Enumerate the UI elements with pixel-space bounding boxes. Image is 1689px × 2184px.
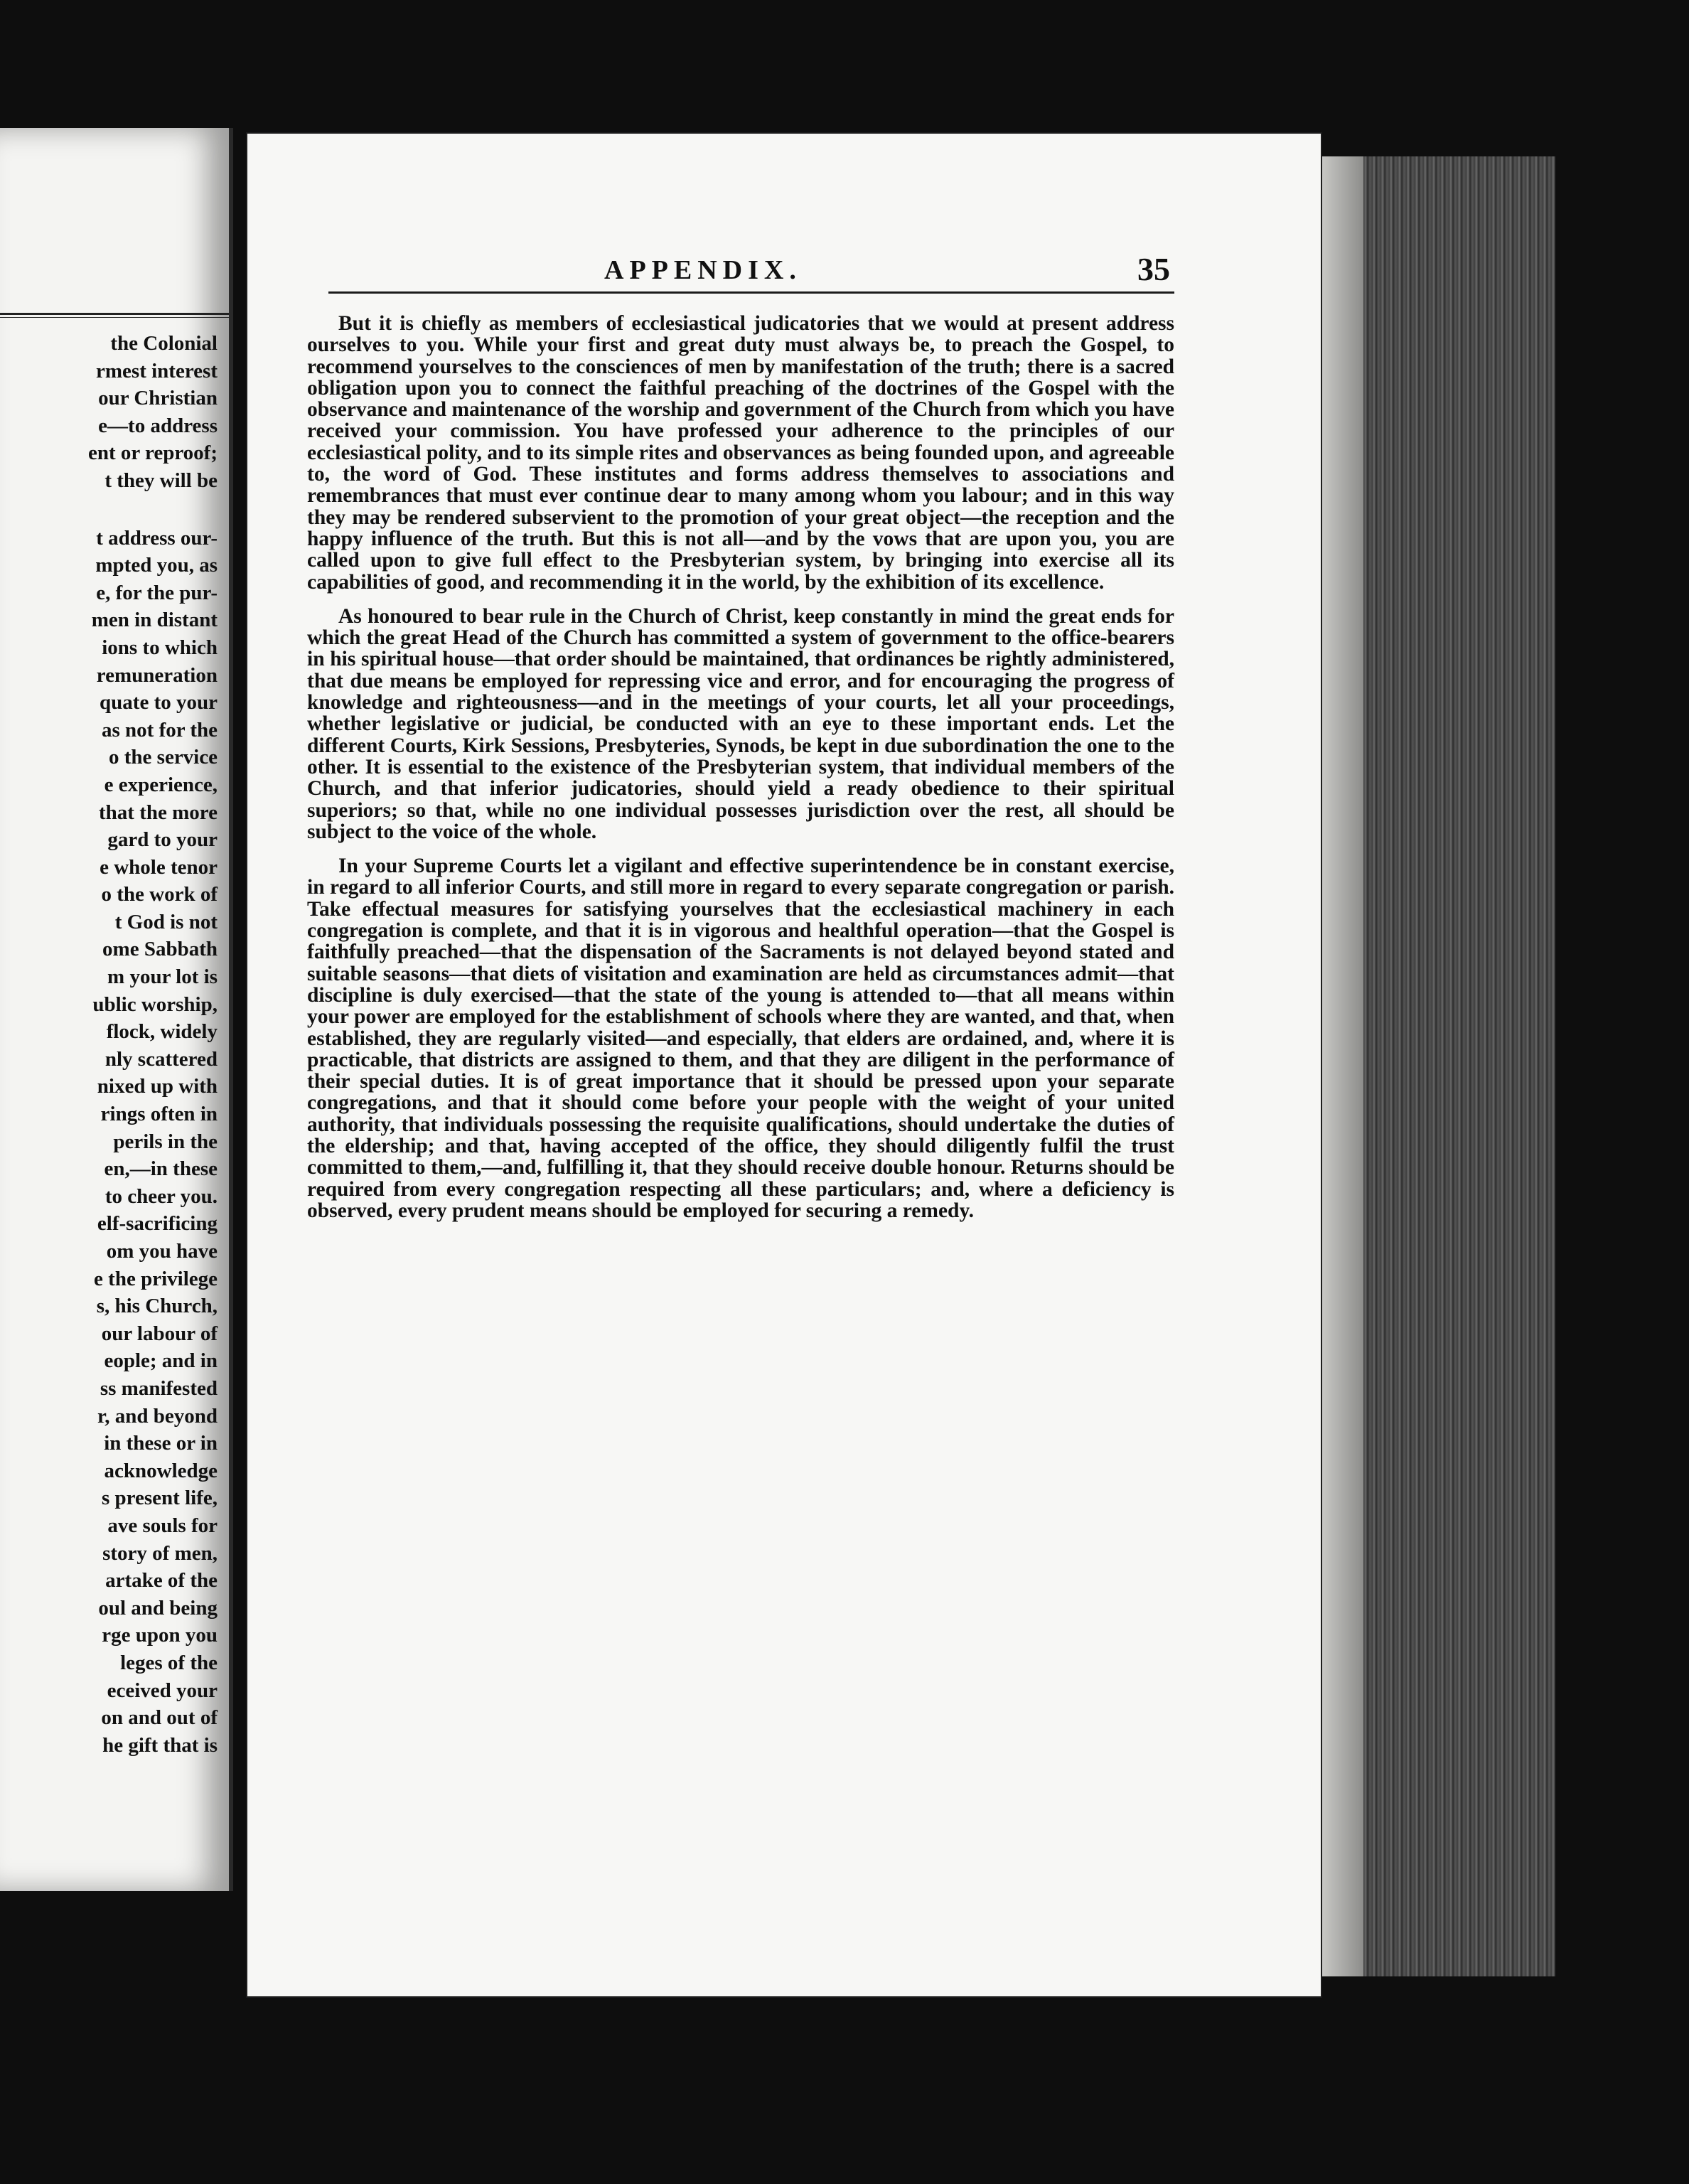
running-head: APPENDIX. xyxy=(604,255,802,285)
left-line: t they will be xyxy=(104,469,218,492)
left-line: leges of the xyxy=(120,1651,218,1674)
left-line: oul and being xyxy=(98,1596,218,1620)
left-page-header-rule xyxy=(0,313,229,318)
paragraph: As honoured to bear rule in the Church of Christ, keep constantly in mind the great ends for which the great Head of the Church has committed a system of government to the office-bearers in his spiritual house—that order should be maintained, that ordinances be rightly administered, that due means be employed for repressing vice and error, and for encouraging the progress of knowledge and righteousness—and in the meetings of your courts, let all your proceedings, whether legislative or judicial, be conducted with an eye to these important ends. Let the different Courts, Kirk Sessions, Presbyteries, Synods, be kept in due subordination the one to the other. It is essential to the existence of the Presbyterian system, that individual members of the Church, and that inferior judicatories, should yield a ready obedience to their spiritual superiors; so that, while no one individual possesses jurisdiction over the rest, all should be subject to the voice of the whole. xyxy=(307,604,1174,843)
left-line: rmest interest xyxy=(96,359,218,382)
left-line: eceived your xyxy=(107,1679,218,1702)
left-line: rge upon you xyxy=(102,1624,218,1647)
left-line: e—to address xyxy=(98,414,218,437)
left-line: ions to which xyxy=(102,636,218,659)
left-page-text xyxy=(4,330,218,1759)
left-line: o the service xyxy=(109,746,218,769)
left-line: acknowledge xyxy=(104,1459,218,1482)
left-line: r, and beyond xyxy=(97,1404,218,1428)
left-line: e whole tenor xyxy=(100,855,218,879)
left-line: t God is not xyxy=(114,910,218,933)
left-line-gap xyxy=(4,495,218,525)
left-line: as not for the xyxy=(102,718,218,742)
left-line: the Colonial xyxy=(110,332,218,355)
left-line: ss manifested xyxy=(100,1376,218,1400)
left-line: ave souls for xyxy=(107,1514,218,1537)
left-line: story of men, xyxy=(102,1541,218,1565)
left-line: quate to your xyxy=(100,691,218,714)
left-line: nly scattered xyxy=(104,1047,218,1071)
left-line: eople; and in xyxy=(104,1349,218,1373)
left-line: m your lot is xyxy=(107,965,218,989)
page-number: 35 xyxy=(1137,251,1170,287)
left-line: flock, widely xyxy=(106,1020,218,1044)
left-line: in these or in xyxy=(104,1432,218,1455)
left-line: men in distant xyxy=(91,609,218,632)
left-line: e experience, xyxy=(104,773,218,796)
left-line: nixed up with xyxy=(97,1075,218,1098)
facing-page-left xyxy=(0,128,233,1891)
book-fore-edge-shade xyxy=(1321,156,1363,1976)
left-line: rings often in xyxy=(100,1103,218,1126)
left-line: artake of the xyxy=(105,1569,218,1592)
left-line: e the privilege xyxy=(94,1267,218,1290)
left-line: elf-sacrificing xyxy=(97,1212,218,1236)
left-line: our labour of xyxy=(101,1322,218,1345)
paragraph: In your Supreme Courts let a vigilant and effective superintendence be in constant exercise, in regard to all inferior Courts, and still more in regard to every separate congregation or parish. Take effectual measures for satisfying yourselves that the ecclesiastical machinery in each congregation is complete, and that it is in vigorous and healthful operation—that the Gospel is faithfully preached—that the dispensation of the Sacraments is not delayed beyond stated and suitable seasons—that diets of visitation and examination are held as circumstances admit—that discipline is duly exercised—that the state of the young is attended to—that all means within your power are employed for the establishment of schools where they are wanted, and that, when established, they are regularly visited—and especially, that elders are ordained, and, where it is practicable, that districts are assigned to them, and that they are diligent in the performance of their special duties. It is of great importance that it should be pressed upon your separate congregations, and that it should come before your people with the weight of your united authority, that individuals possessing the requisite qualifications, should undertake the duties of the eldership; and that, having accepted of the office, they should diligently fulfil the trust committed to them,—and, fulfilling it, that they should receive double honour. Returns should be required from every congregation respecting all these particulars; and, where a deficiency is observed, every prudent means should be employed for securing a remedy. xyxy=(307,855,1174,1222)
left-line: s, his Church, xyxy=(96,1295,218,1318)
left-line: en,—in these xyxy=(104,1157,218,1181)
left-line: mpted you, as xyxy=(95,554,218,577)
left-line: o the work of xyxy=(101,883,218,906)
left-line: on and out of xyxy=(101,1706,218,1730)
header-rule xyxy=(328,291,1174,294)
left-line: perils in the xyxy=(113,1130,218,1153)
page-body xyxy=(307,313,1174,1234)
left-line: remuneration xyxy=(96,663,218,687)
left-line: om you have xyxy=(106,1240,218,1263)
left-line: gard to your xyxy=(107,828,218,852)
left-line: s present life, xyxy=(102,1487,218,1510)
left-line: our Christian xyxy=(98,387,218,410)
left-line: ent or reproof; xyxy=(87,441,218,465)
paragraph: But it is chiefly as members of ecclesiastical judicatories that we would at present address ourselves to you. While your first and great duty must always be, to preach the Gospel, to recommend yourselves to the consciences of men by manifestation of the truth; there is a sacred obligation upon you to connect the faithful preaching of the doctrines of the Gospel with the observance and maintenance of the worship and government of the Church from which you have received your commission. You have professed your adherence to the principles of our ecclesiastical polity, and to its simple rites and observances as being founded upon, and agreeable to, the word of God. These institutes and forms address themselves to associations and remembrances that must ever continue dear to many among whom you labour; and in this way they may be rendered subservient to the promotion of your great object—the reception and the happy influence of the truth. But this is not all—and by the vows that are upon you, you are called upon to give full effect to the Presbyterian system, by bringing into exercise all its capabilities of good, and recommending it in the world, by the exhibition of its excellence. xyxy=(307,312,1174,594)
left-line: t address our- xyxy=(96,526,218,550)
left-line: ome Sabbath xyxy=(102,938,218,961)
left-line: ublic worship, xyxy=(92,992,218,1016)
left-line: e, for the pur- xyxy=(96,581,218,604)
left-line: he gift that is xyxy=(102,1733,218,1757)
left-line: that the more xyxy=(99,801,218,824)
left-line: to cheer you. xyxy=(104,1184,218,1208)
